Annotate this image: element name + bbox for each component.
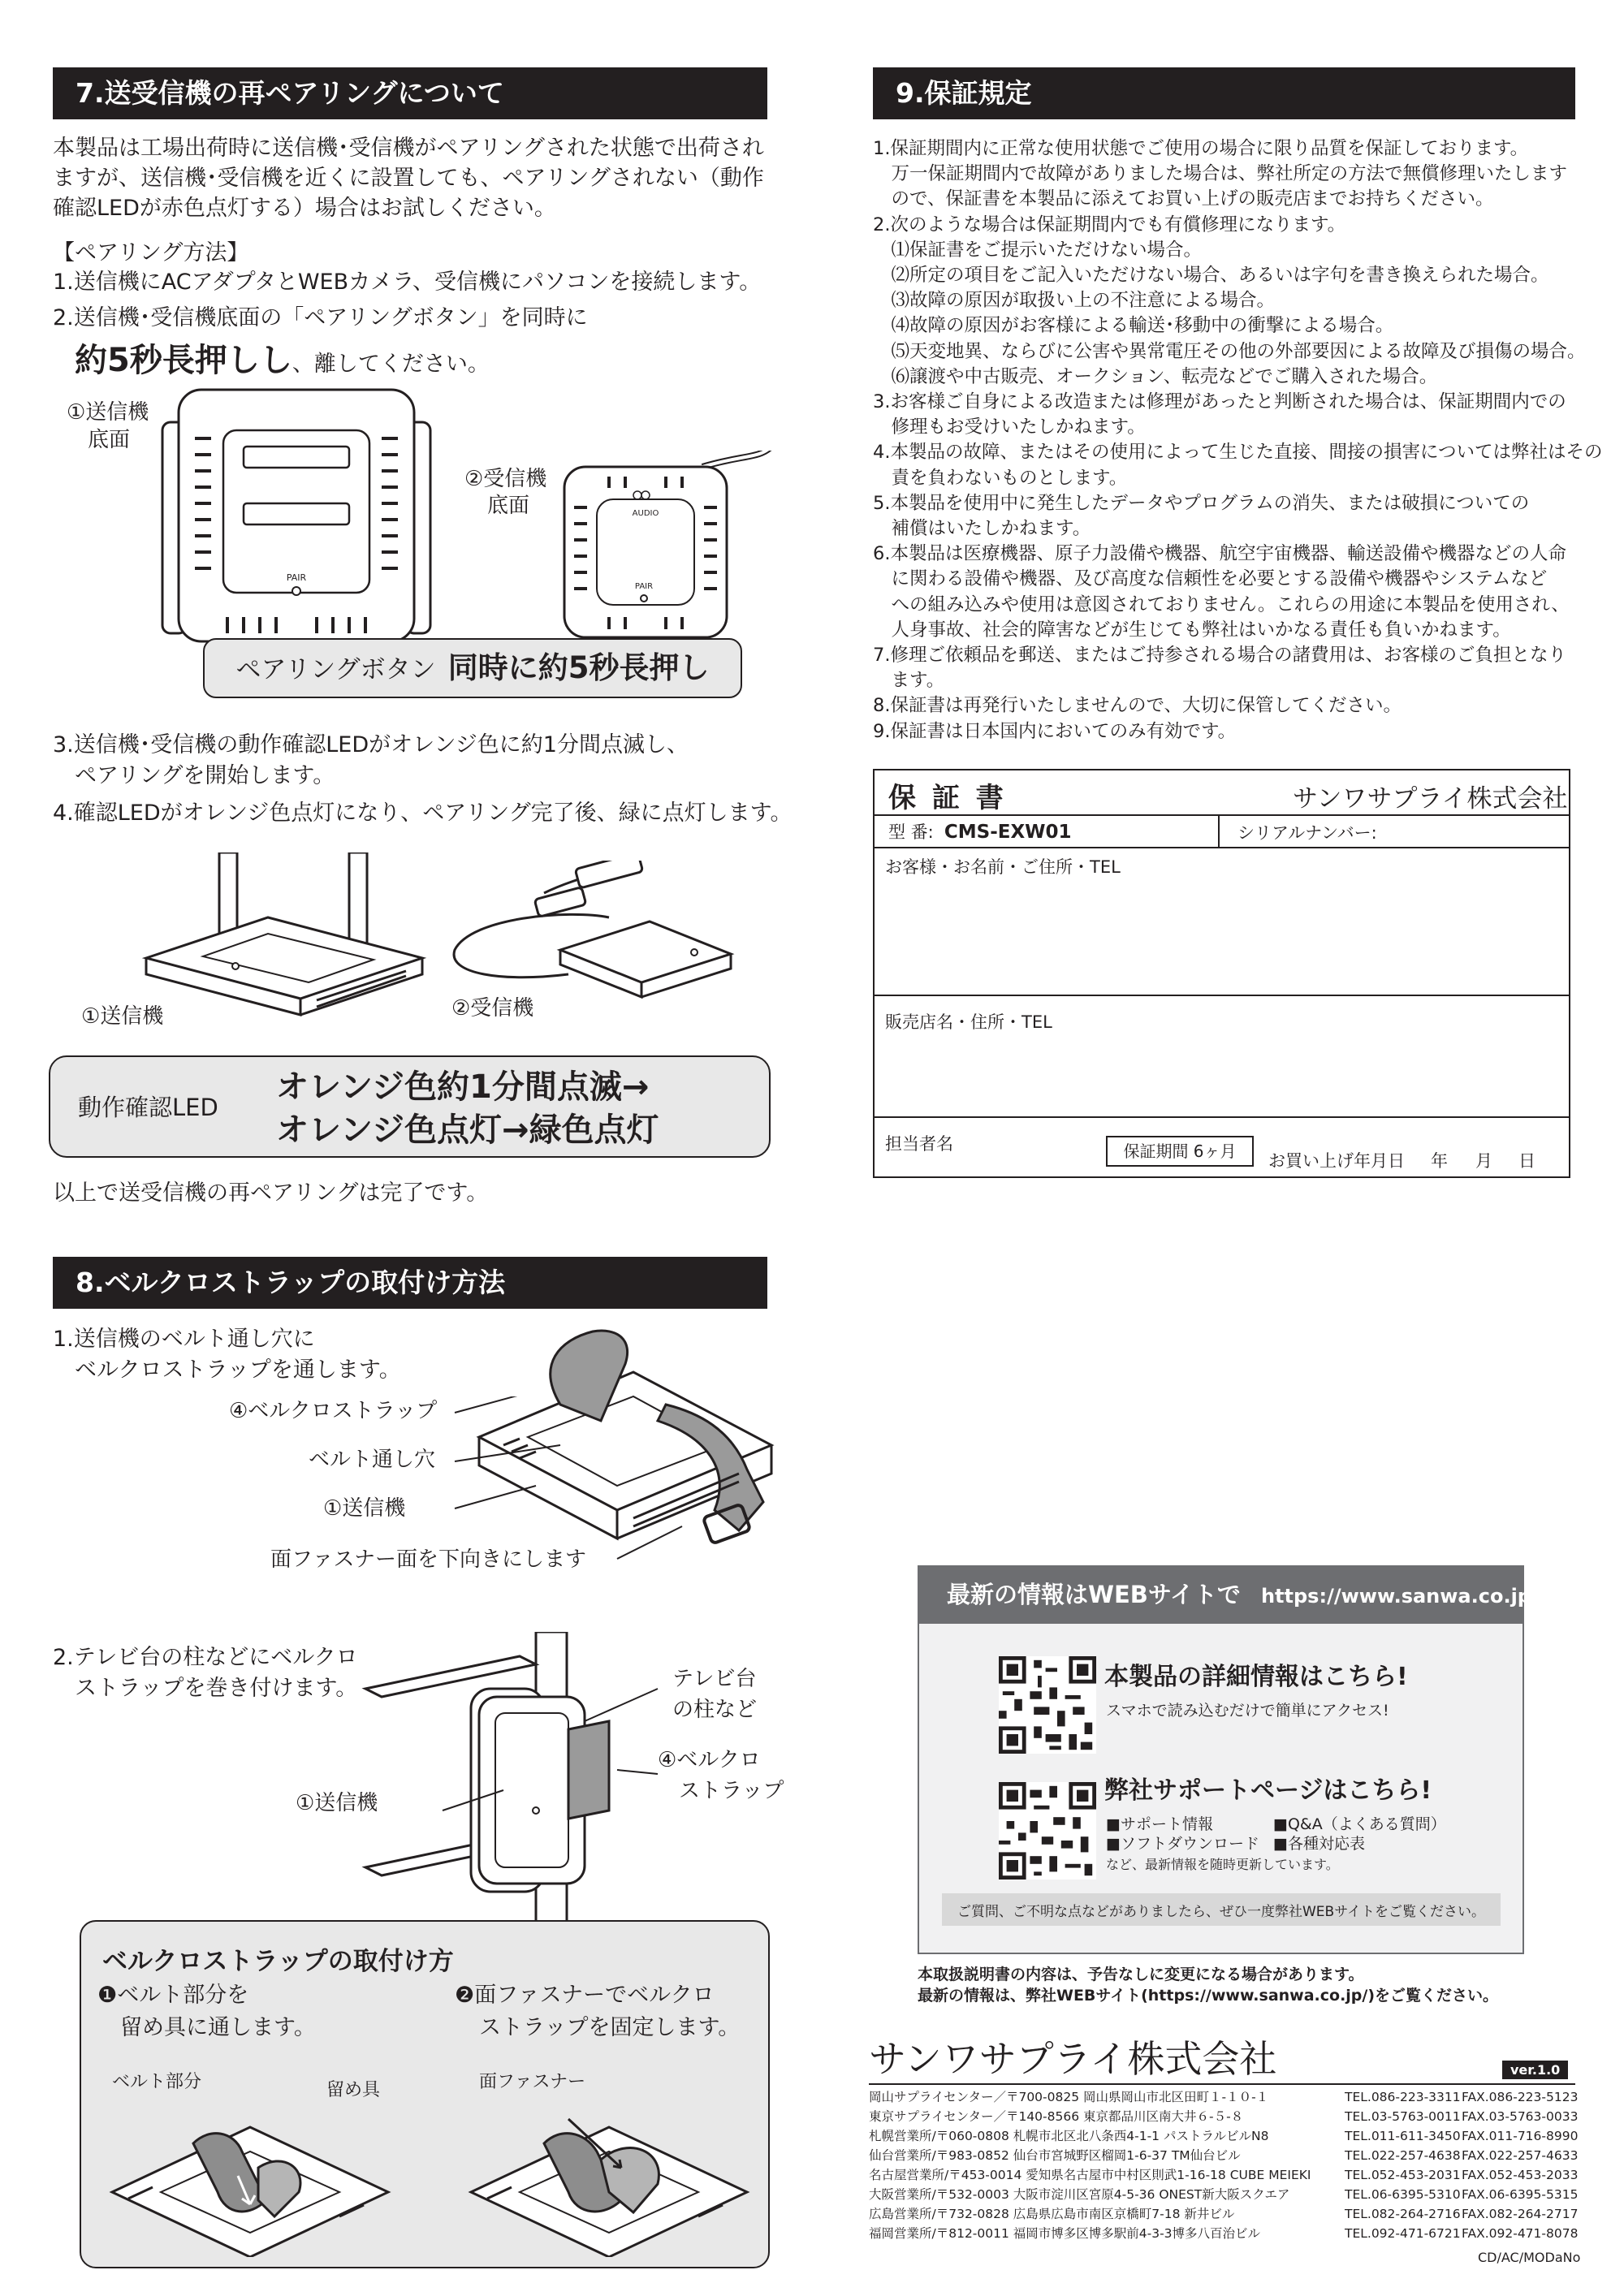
warranty-term-line: 1.保証期間内に正常な使用状態でご使用の場合に限り品質を保証しております。: [873, 138, 1529, 159]
office-address: 福岡営業所/〒812-0011 福岡市博多区博多駅前4-3-3博多八百治ビル: [869, 2226, 1261, 2241]
office-address: 名古屋営業所/〒453-0014 愛知県名古屋市中村区則武1-16-18 CUBE MEIEKI: [869, 2168, 1311, 2182]
web-info-heading: 最新の情報はWEBサイトで: [947, 1581, 1241, 1608]
support-footnote: など、最新情報を随時更新しています。: [1106, 1857, 1339, 1872]
warranty-term-line: ⑹譲渡や中古販売、オークション、転売などでご購入された場合。: [873, 365, 1438, 387]
warranty-term-line: 責を負わないものとします。: [873, 467, 1128, 489]
callout-normal-text: ペアリングボタン: [235, 655, 436, 684]
warranty-term-line: 8.保証書は再発行いたしませんので、大切に保管してください。: [873, 695, 1402, 717]
pillar-strap-label-2: ストラップ: [679, 1779, 784, 1803]
card-divider: [873, 847, 1569, 848]
pairing-method-heading: 【ペアリング方法】: [53, 240, 249, 265]
fig2-tx-label: ①送信機: [81, 1004, 164, 1029]
web-url-link[interactable]: https://www.sanwa.co.jp/: [1260, 1585, 1539, 1608]
support-bullet: ■サポート情報: [1106, 1815, 1213, 1833]
company-logo-text: サンワサプライ株式会社: [869, 2037, 1277, 2081]
warranty-term-line: ます。: [873, 670, 945, 692]
date-month: 月: [1475, 1151, 1492, 1171]
card-divider: [873, 995, 1569, 996]
pairing-step-4: 4.確認LEDがオレンジ色点灯になり、ペアリング完了後、緑に点灯します。: [53, 801, 793, 826]
warranty-term-line: 2.次のような場合は保証期間内でも有償修理になります。: [873, 214, 1346, 235]
office-address: 大阪営業所/〒532-0003 大阪市淀川区宮原4-5-36 ONEST新大阪スクエア: [869, 2187, 1290, 2202]
pillar-strap-label-1: ④ベルクロ: [658, 1748, 761, 1772]
office-address: 仙台営業所/〒983-0852 仙台市宮城野区榴岡1-6-37 TM仙台ビル: [869, 2148, 1241, 2163]
pairing-step-3-cont: ペアリングを開始します。: [75, 763, 335, 788]
web-info-footer-text: ご質問、ご不明な点などがありましたら、ぜひ一度弊社WEBサイトをご覧ください。: [957, 1904, 1486, 1920]
led-status-line-1: オレンジ色約1分間点滅→: [276, 1068, 650, 1106]
warranty-term-line: 補償はいたしかねます。: [873, 518, 1091, 539]
howto-illustration-2: [455, 2095, 763, 2257]
office-address: 広島営業所/〒732-0828 広島県広島市南区京橋町7-18 新井ビル: [869, 2207, 1235, 2221]
footer-divider: [869, 2083, 1575, 2085]
warranty-term-line: 5.本製品を使用中に発生したデータやプログラムの消失、または破損についての: [873, 492, 1530, 514]
office-fax: FAX.022-257-4633: [1462, 2148, 1579, 2163]
sec7-intro-line: ますが、送信機･受信機を近くに設置しても、ペアリングされない（動作: [53, 166, 764, 191]
document-code: CD/AC/MODaNo: [1478, 2250, 1581, 2265]
pairing-step-2-emphasis: [75, 334, 490, 381]
notice-line-1: 本取扱説明書の内容は、予告なしに変更になる場合があります。: [918, 1966, 1364, 1983]
pillar-label-2: の柱など: [672, 1698, 758, 1722]
section-9-heading: 9.保証規定: [873, 67, 1575, 119]
pillar-label-1: テレビ台: [672, 1667, 757, 1691]
warranty-term-line: ⑵所定の項目をご記入いただけない場合、あるいは字句を書き換えられた場合。: [873, 265, 1549, 286]
strap-step-1-cont: ベルクロストラップを通します。: [75, 1357, 401, 1383]
pairing-step-3: 3.送信機･受信機の動作確認LEDがオレンジ色に約1分間点滅し、: [53, 732, 689, 757]
howto-belt-label: ベルト部分: [112, 2072, 202, 2092]
strap-fig1-label-fastener: 面ファスナー面を下向きにします: [270, 1547, 586, 1572]
howto-clasp-label: 留め具: [326, 2080, 381, 2100]
warranty-card-company: サンワサプライ株式会社: [1293, 784, 1568, 814]
office-fax: FAX.052-453-2033: [1462, 2168, 1579, 2182]
step2-tail-text: 、離してください。: [292, 352, 490, 377]
customer-info-field[interactable]: お客様・お名前・ご住所・TEL: [885, 857, 1121, 877]
pairing-step-2: 2.送信機･受信機底面の「ペアリングボタン」を同時に: [53, 305, 588, 330]
date-day: 日: [1518, 1151, 1535, 1171]
transmitter-led-illustration: [130, 852, 438, 1039]
pairing-step-1: 1.送信機にACアダプタとWEBカメラ、受信機にパソコンを接続します。: [53, 270, 762, 295]
model-row: [888, 819, 1072, 844]
card-divider: [1218, 814, 1220, 847]
office-address: 岡山サプライセンター／〒700-0825 岡山県岡山市北区田町１-１０-１: [869, 2090, 1269, 2104]
office-fax: FAX.082-264-2717: [1462, 2207, 1579, 2221]
fig2-rx-label: ②受信機: [451, 996, 534, 1021]
strap-step-1: 1.送信機のベルト通し穴に: [53, 1327, 315, 1352]
warranty-term-line: 7.修理ご依頼品を郵送、またはご持参される場合の諸費用は、お客様のご負担となり: [873, 645, 1566, 666]
warranty-term-line: 人身事故、社会的障害などが生じても弊社はいかなる責任も負いかねます。: [873, 619, 1511, 641]
date-year: 年: [1431, 1151, 1448, 1171]
warranty-term-line: 9.保証書は日本国内においてのみ有効です。: [873, 720, 1237, 742]
strap-fig1-label-tx: ①送信機: [323, 1496, 406, 1521]
support-bullet: ■各種対応表: [1273, 1835, 1365, 1853]
warranty-period-box: 保証期間 6ヶ月: [1106, 1136, 1254, 1167]
warranty-term-line: ⑴保証書をご提示いただけない場合。: [873, 239, 1203, 261]
warranty-term-line: 修理もお受けいたしかねます。: [873, 416, 1146, 438]
model-label: 型 番:: [888, 822, 934, 842]
web-info-header: [918, 1565, 1539, 1624]
step2-bold-text: 約5秒長押しし: [75, 342, 292, 379]
office-tel: TEL.011-611-3450: [1345, 2129, 1461, 2143]
howto-step-1-cont: 留め具に通します。: [120, 2015, 316, 2040]
office-fax: FAX.092-471-8078: [1462, 2226, 1579, 2241]
howto-fastener-label: 面ファスナー: [479, 2072, 586, 2092]
fig1-tx-label-1: ①送信機: [67, 400, 149, 425]
warranty-term-line: ⑸天変地異、ならびに公害や異常電圧その他の外部要因による故障及び損傷の場合。: [873, 340, 1586, 362]
strap-fig1-label-hole: ベルト通し穴: [309, 1448, 436, 1472]
led-label: 動作確認LED: [78, 1094, 218, 1121]
warranty-term-line: 4.本製品の故障、またはその使用によって生じた直接、間接の損害については弊社はその: [873, 442, 1603, 464]
warranty-term-line: 6.本製品は医療機器、原子力設備や機器、航空宇宙機器、輸送設備や機器などの人命: [873, 543, 1566, 565]
office-address: 札幌営業所/〒060-0808 札幌市北区北八条西4-1-1 パストラルビルN8: [869, 2129, 1269, 2143]
support-bullet: ■ソフトダウンロード: [1106, 1835, 1259, 1853]
office-tel: TEL.052-453-2031: [1345, 2168, 1461, 2182]
warranty-term-line: 3.お客様ご自身による改造または修理があったと判断された場合は、保証期間内での: [873, 391, 1566, 412]
version-badge: ver.1.0: [1502, 2061, 1568, 2079]
strap-fig1-leader-lines: [438, 1396, 698, 1567]
office-tel: TEL.06-6395-5310: [1345, 2187, 1461, 2202]
pillar-tx-label: ①送信機: [296, 1791, 378, 1815]
office-tel: TEL.086-223-3311: [1345, 2090, 1461, 2104]
product-info-qr-code[interactable]: [999, 1656, 1096, 1754]
warranty-term-line: ⑷故障の原因がお客様による輸送･移動中の衝撃による場合。: [873, 315, 1394, 337]
warranty-term-line: 万一保証期間内で故障がありました場合は、弊社所定の方法で無償修理いたします: [873, 163, 1568, 185]
notice-line-2: 最新の情報は、弊社WEBサイト(https://www.sanwa.co.jp/)をご覧ください。: [918, 1987, 1499, 2005]
svg-text:AUDIO: AUDIO: [632, 509, 659, 518]
fig1-rx-label-2: 底面: [487, 494, 530, 518]
purchase-date-field[interactable]: お買い上げ年月日: [1268, 1151, 1405, 1171]
warranty-term-line: ⑶故障の原因が取扱い上の不注意による場合。: [873, 290, 1276, 312]
strap-fig1-label-strap: ④ベルクロストラップ: [229, 1399, 438, 1423]
office-fax: FAX.011-716-8990: [1462, 2129, 1579, 2143]
fig1-rx-label-1: ②受信機: [464, 467, 547, 491]
support-page-title: 弊社サポートページはこちら!: [1104, 1776, 1432, 1805]
strap-pillar-illustration: [349, 1632, 674, 1932]
product-info-sub: スマホで読み込むだけで簡単にアクセス!: [1106, 1702, 1389, 1720]
warranty-term-line: への組み込みや使用は意図されておりません。これらの用途に本製品を使用され、: [873, 593, 1570, 615]
office-tel: TEL.022-257-4638: [1345, 2148, 1461, 2163]
section-8-heading: 8.ベルクロストラップの取付け方法: [53, 1257, 767, 1309]
warranty-term-line: に関わる設備や機器、及び高度な信頼性を必要とする設備や機器やシステムなど: [873, 568, 1548, 590]
callout-bold-text: 同時に約5秒長押し: [447, 650, 710, 685]
pairing-done-text: 以上で送受信機の再ペアリングは完了です。: [53, 1180, 489, 1206]
sec7-intro-line: 確認LEDが赤色点灯する）場合はお試しください。: [53, 196, 556, 221]
support-bullet: ■Q&A（よくある質問）: [1273, 1815, 1446, 1833]
transmitter-bottom-illustration: [146, 382, 447, 658]
office-fax: FAX.03-5763-0033: [1462, 2109, 1579, 2124]
store-info-field[interactable]: 販売店名・住所・TEL: [885, 1012, 1052, 1032]
office-fax: FAX.086-223-5123: [1462, 2090, 1579, 2104]
model-number: CMS-EXW01: [944, 822, 1072, 843]
card-divider: [873, 1116, 1569, 1118]
office-address: 東京サプライセンター／〒140-8566 東京都品川区南大井６-５-８: [869, 2109, 1244, 2124]
svg-text:PAIR: PAIR: [634, 582, 654, 591]
warranty-card-title: 保 証 書: [888, 782, 1007, 814]
section-7-heading: 7.送受信機の再ペアリングについて: [53, 67, 767, 119]
support-page-qr-code[interactable]: [999, 1782, 1096, 1880]
led-status-line-2: オレンジ色点灯→緑色点灯: [276, 1111, 659, 1149]
howto-illustration-1: [96, 2095, 404, 2257]
sec7-intro-line: 本製品は工場出荷時に送信機･受信機がペアリングされた状態で出荷され: [53, 136, 764, 161]
receiver-bottom-illustration: [556, 451, 775, 645]
office-tel: TEL.082-264-2716: [1345, 2207, 1461, 2221]
howto-step-1: ❶ベルト部分を: [97, 1983, 249, 2008]
svg-text:PAIR: PAIR: [286, 572, 307, 583]
office-fax: FAX.06-6395-5315: [1462, 2187, 1579, 2202]
fig1-tx-label-2: 底面: [88, 428, 131, 452]
serial-number-field[interactable]: シリアルナンバー:: [1237, 823, 1377, 843]
strap-step-2: 2.テレビ台の柱などにベルクロ: [53, 1645, 358, 1670]
staff-name-field[interactable]: 担当者名: [885, 1134, 953, 1154]
warranty-term-line: ので、保証書を本製品に添えてお買い上げの販売店までお持ちください。: [873, 188, 1494, 210]
howto-step-2-cont: ストラップを固定します。: [479, 2015, 741, 2040]
pairing-button-callout: [203, 638, 742, 698]
card-divider: [873, 814, 1569, 816]
strap-step-2-cont: ストラップを巻き付けます。: [75, 1676, 358, 1701]
office-tel: TEL.092-471-6721: [1345, 2226, 1461, 2241]
product-info-title: 本製品の詳細情報はこちら!: [1104, 1663, 1408, 1691]
office-tel: TEL.03-5763-0011: [1345, 2109, 1461, 2124]
howto-step-2: ❷面ファスナーでベルクロ: [455, 1983, 715, 2008]
strap-howto-title: ベルクロストラップの取付け方: [102, 1947, 454, 1976]
